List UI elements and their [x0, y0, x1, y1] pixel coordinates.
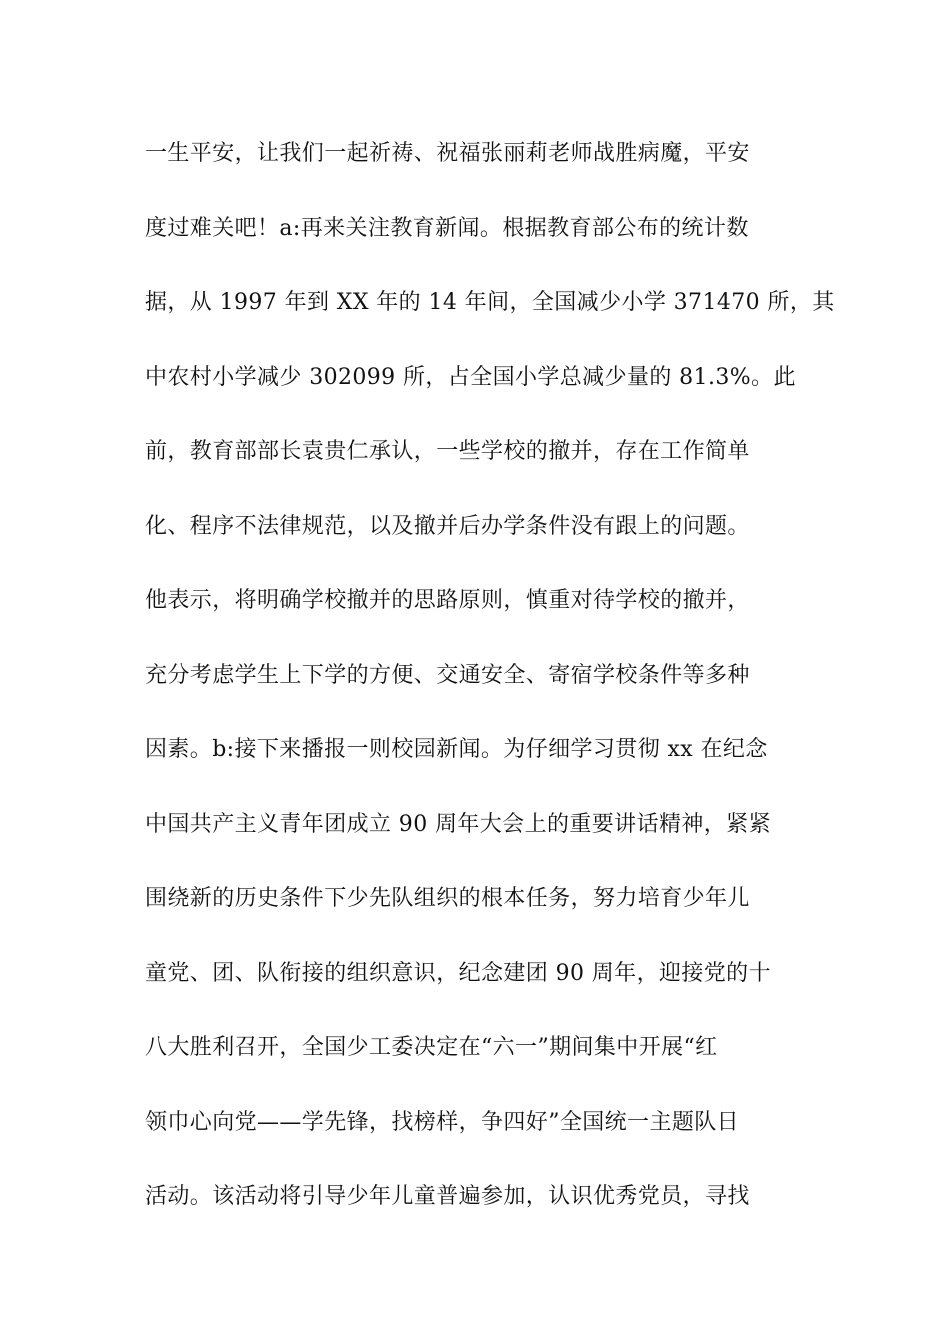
text-line-10: 中国共产主义青年团成立 90 周年大会上的重要讲话精神，紧紧	[145, 811, 771, 837]
text-line-4: 中农村小学减少 302099 所，占全国小学总减少量的 81.3%。此	[145, 364, 796, 390]
text-line-13: 八大胜利召开，全国少工委决定在“六一”期间集中开展“红	[145, 1035, 718, 1060]
text-line-1: 一生平安，让我们一起祈祷、祝福张丽莉老师战胜病魔，平安	[145, 141, 750, 166]
text-line-7: 他表示，将明确学校撤并的思路原则，慎重对待学校的撤并，	[145, 588, 750, 613]
text-line-11: 围绕新的历史条件下少先队组织的根本任务，努力培育少年儿	[145, 886, 750, 911]
body-text	[145, 128, 835, 1246]
text-line-9: 因素。b:接下来播报一则校园新闻。为仔细学习贯彻 xx 在纪念	[145, 737, 768, 762]
text-line-8: 充分考虑学生上下学的方便、交通安全、寄宿学校条件等多种	[145, 662, 750, 688]
text-line-14: 领巾心向党——学先锋，找榜样，争四好”全国统一主题队日	[145, 1109, 740, 1135]
text-line-6: 化、程序不法律规范，以及撤并后办学条件没有跟上的问题。	[145, 513, 750, 539]
text-line-3: 据，从 1997 年到 XX 年的 14 年间，全国减少小学 371470 所，其	[145, 290, 835, 315]
text-line-5: 前，教育部部长袁贵仁承认，一些学校的撤并，存在工作简单	[145, 439, 750, 464]
text-line-12: 童党、团、队衔接的组织意识，纪念建团 90 周年，迎接党的十	[145, 960, 771, 986]
text-line-2: 度过难关吧！a:再来关注教育新闻。根据教育部公布的统计数	[145, 215, 749, 241]
text-line-15: 活动。该活动将引导少年儿童普遍参加，认识优秀党员，寻找	[145, 1184, 750, 1209]
